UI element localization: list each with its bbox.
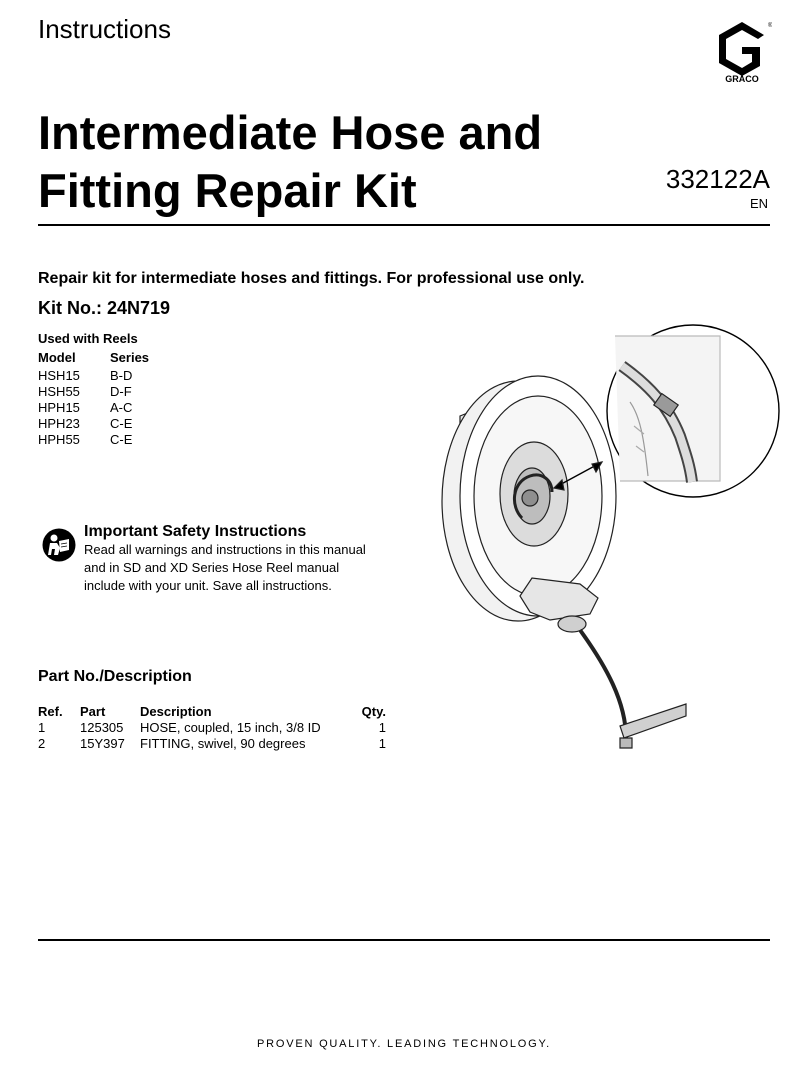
manual-reading-icon xyxy=(42,528,76,562)
reel-series: B-D xyxy=(110,368,133,383)
reel-series: D-F xyxy=(110,384,132,399)
reel-model: HSH15 xyxy=(38,368,80,383)
parts-table xyxy=(38,704,386,752)
part-description: HOSE, coupled, 15 inch, 3/8 ID xyxy=(140,720,321,735)
reels-col-model: Model xyxy=(38,350,76,365)
reel-series: A-C xyxy=(110,400,133,415)
page-title xyxy=(38,104,542,220)
graco-logo xyxy=(712,18,772,84)
parts-col-part: Part xyxy=(80,704,106,719)
brand-wordmark: GRACO xyxy=(725,74,759,84)
kit-number: Kit No.: 24N719 xyxy=(38,298,171,318)
table-row xyxy=(38,416,149,432)
part-number: 125305 xyxy=(80,720,124,735)
reel-model: HPH15 xyxy=(38,400,80,415)
reels-table xyxy=(38,350,149,448)
language-code: EN xyxy=(749,196,768,211)
part-ref: 1 xyxy=(38,720,46,735)
part-qty: 1 xyxy=(378,736,386,751)
reels-col-series: Series xyxy=(110,350,150,365)
hose-reel-illustration xyxy=(430,306,780,756)
document-type-label: Instructions xyxy=(38,14,171,44)
document-number: 332122A xyxy=(665,164,770,194)
parts-col-qty: Qty. xyxy=(361,704,386,719)
reel-model: HSH55 xyxy=(38,384,80,399)
table-row xyxy=(38,400,149,416)
kit-description: Repair kit for intermediate hoses and fittings. For professional use only. xyxy=(38,270,585,287)
reel-series: C-E xyxy=(110,416,133,431)
title-line-1: Intermediate Hose and xyxy=(38,106,543,159)
part-description: FITTING, swivel, 90 degrees xyxy=(140,736,306,751)
reel-model: HPH55 xyxy=(38,432,80,447)
part-number: 15Y397 xyxy=(80,736,125,751)
safety-title: Important Safety Instructions xyxy=(84,523,307,540)
parts-heading: Part No./Description xyxy=(38,668,192,685)
table-row xyxy=(38,720,386,736)
table-row xyxy=(38,736,386,752)
part-qty: 1 xyxy=(378,720,386,735)
title-line-2: Fitting Repair Kit xyxy=(38,164,417,217)
header-divider xyxy=(38,224,770,226)
table-row xyxy=(38,384,149,400)
part-ref: 2 xyxy=(38,736,46,751)
table-row xyxy=(38,432,149,448)
svg-text:®: ® xyxy=(768,23,772,29)
reel-model: HPH23 xyxy=(38,416,80,431)
parts-col-ref: Ref. xyxy=(38,704,63,719)
parts-col-desc: Description xyxy=(140,704,212,719)
reels-heading: Used with Reels xyxy=(38,331,138,346)
safety-text: Read all warnings and instructions in this manual and in SD and XD Series Hose Reel manual include with your unit. Save all instructions. xyxy=(84,542,366,593)
footer-tagline: PROVEN QUALITY. LEADING TECHNOLOGY. xyxy=(256,1038,552,1050)
footer-divider xyxy=(38,939,770,941)
reel-series: C-E xyxy=(110,432,133,447)
table-row xyxy=(38,368,149,384)
